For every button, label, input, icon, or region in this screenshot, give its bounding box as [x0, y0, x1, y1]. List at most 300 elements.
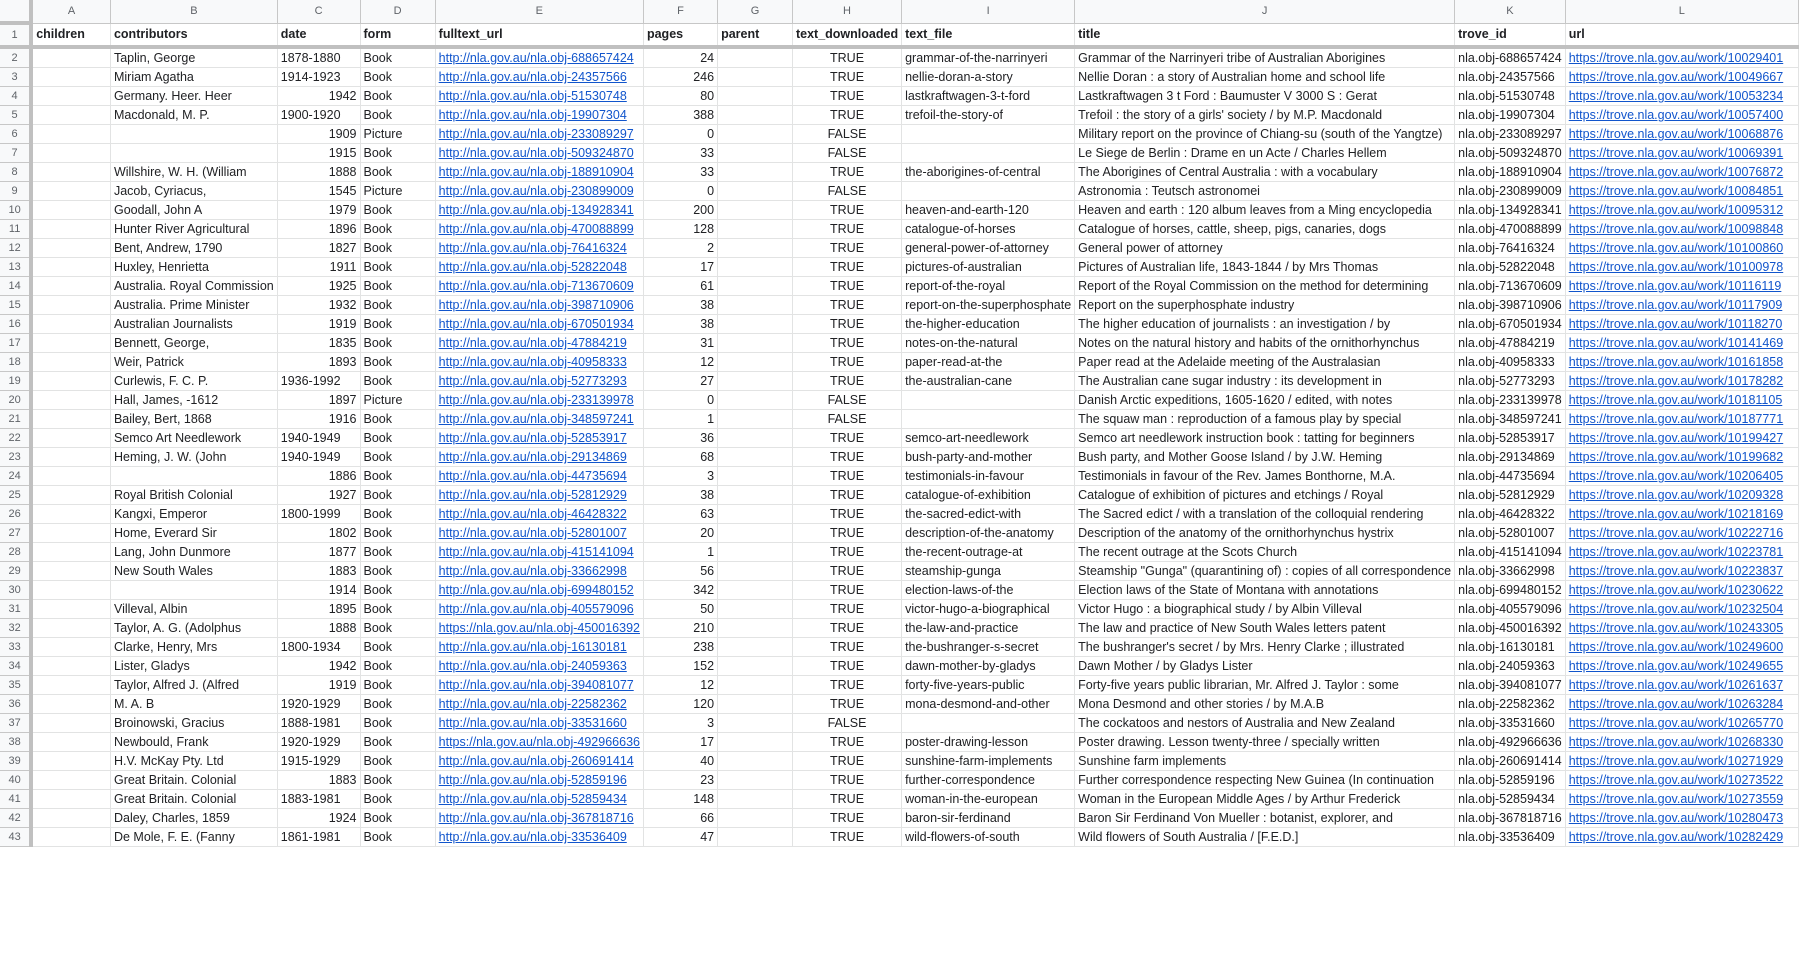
- cell-link[interactable]: http://nla.gov.au/nla.obj-713670609: [435, 277, 643, 296]
- cell[interactable]: TRUE: [792, 828, 901, 847]
- row-header[interactable]: 28: [0, 543, 31, 562]
- cell-link[interactable]: http://nla.gov.au/nla.obj-76416324: [435, 239, 643, 258]
- cell[interactable]: [718, 752, 793, 771]
- cell[interactable]: 1911: [277, 258, 360, 277]
- cell[interactable]: 38: [643, 315, 717, 334]
- cell[interactable]: Heaven and earth : 120 album leaves from a Ming encyclopedia: [1075, 201, 1455, 220]
- cell[interactable]: TRUE: [792, 657, 901, 676]
- cell-link[interactable]: https://trove.nla.gov.au/work/10199427: [1565, 429, 1798, 448]
- cell[interactable]: Book: [360, 524, 435, 543]
- cell[interactable]: nla.obj-52853917: [1455, 429, 1566, 448]
- cell[interactable]: TRUE: [792, 448, 901, 467]
- cell[interactable]: Danish Arctic expeditions, 1605-1620 / edited, with notes: [1075, 391, 1455, 410]
- cell[interactable]: Curlewis, F. C. P.: [110, 372, 277, 391]
- cell[interactable]: nla.obj-19907304: [1455, 106, 1566, 125]
- cell[interactable]: nla.obj-52822048: [1455, 258, 1566, 277]
- cell[interactable]: nla.obj-367818716: [1455, 809, 1566, 828]
- cell-link[interactable]: https://trove.nla.gov.au/work/10206405: [1565, 467, 1798, 486]
- cell[interactable]: [31, 277, 110, 296]
- cell[interactable]: FALSE: [792, 391, 901, 410]
- cell[interactable]: TRUE: [792, 220, 901, 239]
- cell[interactable]: Book: [360, 600, 435, 619]
- cell[interactable]: Bennett, George,: [110, 334, 277, 353]
- cell[interactable]: Book: [360, 201, 435, 220]
- cell[interactable]: 50: [643, 600, 717, 619]
- cell[interactable]: H.V. McKay Pty. Ltd: [110, 752, 277, 771]
- row-header[interactable]: 43: [0, 828, 31, 847]
- cell[interactable]: [31, 543, 110, 562]
- cell[interactable]: 17: [643, 258, 717, 277]
- cell-link[interactable]: https://trove.nla.gov.au/work/10116119: [1565, 277, 1798, 296]
- column-header-g[interactable]: G: [718, 0, 793, 23]
- row-header[interactable]: 20: [0, 391, 31, 410]
- cell[interactable]: Macdonald, M. P.: [110, 106, 277, 125]
- row-header[interactable]: 8: [0, 163, 31, 182]
- cell[interactable]: [718, 258, 793, 277]
- cell[interactable]: [718, 315, 793, 334]
- cell[interactable]: report-on-the-superphosphate: [902, 296, 1075, 315]
- column-header-a[interactable]: A: [31, 0, 110, 23]
- cell[interactable]: the-law-and-practice: [902, 619, 1075, 638]
- cell-link[interactable]: http://nla.gov.au/nla.obj-51530748: [435, 87, 643, 106]
- cell-link[interactable]: http://nla.gov.au/nla.obj-188910904: [435, 163, 643, 182]
- cell[interactable]: Book: [360, 334, 435, 353]
- row-header[interactable]: 15: [0, 296, 31, 315]
- cell[interactable]: 61: [643, 277, 717, 296]
- cell[interactable]: Miriam Agatha: [110, 68, 277, 87]
- cell[interactable]: TRUE: [792, 258, 901, 277]
- cell[interactable]: 1893: [277, 353, 360, 372]
- cell[interactable]: [31, 125, 110, 144]
- cell[interactable]: 1915-1929: [277, 752, 360, 771]
- row-header[interactable]: 10: [0, 201, 31, 220]
- cell[interactable]: 23: [643, 771, 717, 790]
- cell-link[interactable]: https://trove.nla.gov.au/work/10029401: [1565, 47, 1798, 68]
- cell[interactable]: The recent outrage at the Scots Church: [1075, 543, 1455, 562]
- row-header[interactable]: 12: [0, 239, 31, 258]
- cell[interactable]: Trefoil : the story of a girls' society / by M.P. Macdonald: [1075, 106, 1455, 125]
- cell[interactable]: Grammar of the Narrinyeri tribe of Australian Aborigines: [1075, 47, 1455, 68]
- cell[interactable]: Forty-five years public librarian, Mr. Alfred J. Taylor : some: [1075, 676, 1455, 695]
- cell[interactable]: [31, 505, 110, 524]
- cell[interactable]: the-sacred-edict-with: [902, 505, 1075, 524]
- cell[interactable]: TRUE: [792, 201, 901, 220]
- cell-link[interactable]: http://nla.gov.au/nla.obj-33536409: [435, 828, 643, 847]
- cell-link[interactable]: http://nla.gov.au/nla.obj-19907304: [435, 106, 643, 125]
- cell[interactable]: [718, 410, 793, 429]
- cell[interactable]: 1924: [277, 809, 360, 828]
- cell[interactable]: 1932: [277, 296, 360, 315]
- cell[interactable]: Book: [360, 676, 435, 695]
- cell-link[interactable]: http://nla.gov.au/nla.obj-367818716: [435, 809, 643, 828]
- cell-link[interactable]: http://nla.gov.au/nla.obj-509324870: [435, 144, 643, 163]
- cell[interactable]: [718, 353, 793, 372]
- cell[interactable]: 1942: [277, 87, 360, 106]
- cell[interactable]: [31, 144, 110, 163]
- cell[interactable]: Book: [360, 315, 435, 334]
- cell-link[interactable]: https://trove.nla.gov.au/work/10230622: [1565, 581, 1798, 600]
- cell[interactable]: [31, 296, 110, 315]
- cell[interactable]: nla.obj-492966636: [1455, 733, 1566, 752]
- cell[interactable]: Daley, Charles, 1859: [110, 809, 277, 828]
- cell[interactable]: nla.obj-415141094: [1455, 543, 1566, 562]
- cell[interactable]: [718, 277, 793, 296]
- cell[interactable]: [31, 771, 110, 790]
- cell-link[interactable]: http://nla.gov.au/nla.obj-47884219: [435, 334, 643, 353]
- cell[interactable]: [31, 68, 110, 87]
- cell[interactable]: Catalogue of horses, cattle, sheep, pigs, canaries, dogs: [1075, 220, 1455, 239]
- cell[interactable]: [31, 334, 110, 353]
- cell-link[interactable]: http://nla.gov.au/nla.obj-398710906: [435, 296, 643, 315]
- cell-link[interactable]: http://nla.gov.au/nla.obj-16130181: [435, 638, 643, 657]
- cell[interactable]: [110, 144, 277, 163]
- cell[interactable]: 210: [643, 619, 717, 638]
- row-header[interactable]: 18: [0, 353, 31, 372]
- cell[interactable]: TRUE: [792, 68, 901, 87]
- cell[interactable]: TRUE: [792, 733, 901, 752]
- cell-link[interactable]: https://trove.nla.gov.au/work/10280473: [1565, 809, 1798, 828]
- cell[interactable]: Book: [360, 467, 435, 486]
- cell[interactable]: [31, 163, 110, 182]
- cell[interactable]: [31, 562, 110, 581]
- cell[interactable]: [31, 752, 110, 771]
- cell[interactable]: Picture: [360, 182, 435, 201]
- cell[interactable]: wild-flowers-of-south: [902, 828, 1075, 847]
- cell-link[interactable]: http://nla.gov.au/nla.obj-688657424: [435, 47, 643, 68]
- cell[interactable]: The bushranger's secret / by Mrs. Henry Clarke ; illustrated: [1075, 638, 1455, 657]
- cell[interactable]: steamship-gunga: [902, 562, 1075, 581]
- cell-link[interactable]: http://nla.gov.au/nla.obj-230899009: [435, 182, 643, 201]
- cell[interactable]: 1896: [277, 220, 360, 239]
- cell[interactable]: nla.obj-260691414: [1455, 752, 1566, 771]
- cell[interactable]: paper-read-at-the: [902, 353, 1075, 372]
- cell[interactable]: [31, 87, 110, 106]
- cell[interactable]: TRUE: [792, 277, 901, 296]
- cell[interactable]: Royal British Colonial: [110, 486, 277, 505]
- cell[interactable]: [718, 125, 793, 144]
- cell[interactable]: the-aborigines-of-central: [902, 163, 1075, 182]
- cell[interactable]: Book: [360, 752, 435, 771]
- cell-link[interactable]: https://trove.nla.gov.au/work/10271929: [1565, 752, 1798, 771]
- cell-link[interactable]: https://trove.nla.gov.au/work/10117909: [1565, 296, 1798, 315]
- cell[interactable]: TRUE: [792, 505, 901, 524]
- cell[interactable]: Heming, J. W. (John: [110, 448, 277, 467]
- cell-link[interactable]: http://nla.gov.au/nla.obj-233139978: [435, 391, 643, 410]
- cell[interactable]: 24: [643, 47, 717, 68]
- cell[interactable]: 38: [643, 296, 717, 315]
- cell-link[interactable]: http://nla.gov.au/nla.obj-134928341: [435, 201, 643, 220]
- cell-link[interactable]: https://trove.nla.gov.au/work/10187771: [1565, 410, 1798, 429]
- cell[interactable]: [31, 372, 110, 391]
- cell[interactable]: Book: [360, 372, 435, 391]
- cell[interactable]: TRUE: [792, 600, 901, 619]
- cell-link[interactable]: https://trove.nla.gov.au/work/10243305: [1565, 619, 1798, 638]
- cell-link[interactable]: https://trove.nla.gov.au/work/10268330: [1565, 733, 1798, 752]
- cell[interactable]: [718, 486, 793, 505]
- cell[interactable]: [31, 486, 110, 505]
- cell[interactable]: Book: [360, 638, 435, 657]
- cell[interactable]: [718, 391, 793, 410]
- cell[interactable]: poster-drawing-lesson: [902, 733, 1075, 752]
- row-header[interactable]: 40: [0, 771, 31, 790]
- cell[interactable]: nla.obj-470088899: [1455, 220, 1566, 239]
- cell[interactable]: 12: [643, 676, 717, 695]
- cell[interactable]: The higher education of journalists : an investigation / by: [1075, 315, 1455, 334]
- cell[interactable]: nla.obj-44735694: [1455, 467, 1566, 486]
- cell[interactable]: Book: [360, 144, 435, 163]
- row-header[interactable]: 25: [0, 486, 31, 505]
- cell[interactable]: nla.obj-24059363: [1455, 657, 1566, 676]
- header-cell-url[interactable]: url: [1565, 23, 1798, 47]
- cell[interactable]: 1877: [277, 543, 360, 562]
- cell-link[interactable]: http://nla.gov.au/nla.obj-233089297: [435, 125, 643, 144]
- cell-link[interactable]: http://nla.gov.au/nla.obj-22582362: [435, 695, 643, 714]
- cell[interactable]: Victor Hugo : a biographical study / by Albin Villeval: [1075, 600, 1455, 619]
- cell[interactable]: FALSE: [792, 125, 901, 144]
- cell[interactable]: nellie-doran-a-story: [902, 68, 1075, 87]
- cell[interactable]: 1942: [277, 657, 360, 676]
- row-header[interactable]: 14: [0, 277, 31, 296]
- cell[interactable]: 1895: [277, 600, 360, 619]
- row-header[interactable]: 23: [0, 448, 31, 467]
- cell-link[interactable]: https://trove.nla.gov.au/work/10232504: [1565, 600, 1798, 619]
- cell-link[interactable]: http://nla.gov.au/nla.obj-405579096: [435, 600, 643, 619]
- cell[interactable]: New South Wales: [110, 562, 277, 581]
- cell[interactable]: Book: [360, 106, 435, 125]
- cell-link[interactable]: https://trove.nla.gov.au/work/10084851: [1565, 182, 1798, 201]
- cell[interactable]: 17: [643, 733, 717, 752]
- cell[interactable]: [31, 429, 110, 448]
- cell[interactable]: Book: [360, 220, 435, 239]
- row-header[interactable]: 24: [0, 467, 31, 486]
- cell[interactable]: nla.obj-76416324: [1455, 239, 1566, 258]
- cell[interactable]: nla.obj-33536409: [1455, 828, 1566, 847]
- cell[interactable]: TRUE: [792, 106, 901, 125]
- cell[interactable]: 1940-1949: [277, 448, 360, 467]
- cell[interactable]: 1883-1981: [277, 790, 360, 809]
- cell-link[interactable]: https://trove.nla.gov.au/work/10049667: [1565, 68, 1798, 87]
- cell[interactable]: nla.obj-450016392: [1455, 619, 1566, 638]
- cell[interactable]: the-higher-education: [902, 315, 1075, 334]
- cell[interactable]: 31: [643, 334, 717, 353]
- cell[interactable]: [31, 790, 110, 809]
- cell-link[interactable]: http://nla.gov.au/nla.obj-415141094: [435, 543, 643, 562]
- cell[interactable]: 1920-1929: [277, 733, 360, 752]
- cell[interactable]: Book: [360, 410, 435, 429]
- cell[interactable]: Catalogue of exhibition of pictures and etchings / Royal: [1075, 486, 1455, 505]
- cell[interactable]: 40: [643, 752, 717, 771]
- cell[interactable]: Taylor, Alfred J. (Alfred: [110, 676, 277, 695]
- cell[interactable]: 1888: [277, 163, 360, 182]
- cell[interactable]: 1827: [277, 239, 360, 258]
- cell[interactable]: 1: [643, 410, 717, 429]
- cell[interactable]: Book: [360, 581, 435, 600]
- cell[interactable]: 1919: [277, 315, 360, 334]
- cell[interactable]: [31, 524, 110, 543]
- row-header[interactable]: 29: [0, 562, 31, 581]
- cell[interactable]: [718, 220, 793, 239]
- cell[interactable]: nla.obj-233139978: [1455, 391, 1566, 410]
- cell-link[interactable]: https://trove.nla.gov.au/work/10199682: [1565, 448, 1798, 467]
- cell[interactable]: Pictures of Australian life, 1843-1844 / by Mrs Thomas: [1075, 258, 1455, 277]
- cell[interactable]: 1883: [277, 771, 360, 790]
- row-header[interactable]: 41: [0, 790, 31, 809]
- cell[interactable]: [902, 410, 1075, 429]
- cell-link[interactable]: https://trove.nla.gov.au/work/10263284: [1565, 695, 1798, 714]
- cell[interactable]: [718, 790, 793, 809]
- cell[interactable]: Clarke, Henry, Mrs: [110, 638, 277, 657]
- column-header-b[interactable]: B: [110, 0, 277, 23]
- row-header[interactable]: 32: [0, 619, 31, 638]
- cell[interactable]: 56: [643, 562, 717, 581]
- cell[interactable]: TRUE: [792, 790, 901, 809]
- cell[interactable]: TRUE: [792, 676, 901, 695]
- cell[interactable]: [902, 144, 1075, 163]
- row-header[interactable]: 36: [0, 695, 31, 714]
- row-header[interactable]: 30: [0, 581, 31, 600]
- cell[interactable]: Picture: [360, 391, 435, 410]
- cell[interactable]: [31, 201, 110, 220]
- cell-link[interactable]: http://nla.gov.au/nla.obj-24059363: [435, 657, 643, 676]
- cell[interactable]: [902, 391, 1075, 410]
- cell-link[interactable]: https://trove.nla.gov.au/work/10249600: [1565, 638, 1798, 657]
- cell[interactable]: sunshine-farm-implements: [902, 752, 1075, 771]
- cell[interactable]: Book: [360, 87, 435, 106]
- cell[interactable]: forty-five-years-public: [902, 676, 1075, 695]
- cell[interactable]: the-australian-cane: [902, 372, 1075, 391]
- cell[interactable]: FALSE: [792, 182, 901, 201]
- cell[interactable]: 0: [643, 182, 717, 201]
- cell[interactable]: [718, 334, 793, 353]
- cell[interactable]: 0: [643, 125, 717, 144]
- cell[interactable]: De Mole, F. E. (Fanny: [110, 828, 277, 847]
- cell[interactable]: 1914: [277, 581, 360, 600]
- row-header[interactable]: 5: [0, 106, 31, 125]
- cell[interactable]: M. A. B: [110, 695, 277, 714]
- row-header[interactable]: 37: [0, 714, 31, 733]
- cell[interactable]: TRUE: [792, 429, 901, 448]
- cell[interactable]: nla.obj-29134869: [1455, 448, 1566, 467]
- cell[interactable]: Book: [360, 695, 435, 714]
- cell-link[interactable]: https://trove.nla.gov.au/work/10181105: [1565, 391, 1798, 410]
- cell[interactable]: Australian Journalists: [110, 315, 277, 334]
- cell[interactable]: TRUE: [792, 543, 901, 562]
- cell[interactable]: Book: [360, 505, 435, 524]
- cell[interactable]: 2: [643, 239, 717, 258]
- cell[interactable]: 36: [643, 429, 717, 448]
- cell[interactable]: nla.obj-52812929: [1455, 486, 1566, 505]
- cell[interactable]: Great Britain. Colonial: [110, 771, 277, 790]
- cell[interactable]: [718, 771, 793, 790]
- cell[interactable]: 1916: [277, 410, 360, 429]
- cell[interactable]: The cockatoos and nestors of Australia and New Zealand: [1075, 714, 1455, 733]
- cell[interactable]: 1802: [277, 524, 360, 543]
- cell[interactable]: Taylor, A. G. (Adolphus: [110, 619, 277, 638]
- cell-link[interactable]: http://nla.gov.au/nla.obj-40958333: [435, 353, 643, 372]
- cell-link[interactable]: https://trove.nla.gov.au/work/10069391: [1565, 144, 1798, 163]
- cell-link[interactable]: https://trove.nla.gov.au/work/10265770: [1565, 714, 1798, 733]
- cell[interactable]: Newbould, Frank: [110, 733, 277, 752]
- header-cell-text-downloaded[interactable]: text_downloaded: [792, 23, 901, 47]
- cell[interactable]: Weir, Patrick: [110, 353, 277, 372]
- cell[interactable]: [110, 125, 277, 144]
- cell[interactable]: [718, 581, 793, 600]
- cell[interactable]: 33: [643, 144, 717, 163]
- cell[interactable]: Report on the superphosphate industry: [1075, 296, 1455, 315]
- cell[interactable]: Picture: [360, 125, 435, 144]
- column-header-f[interactable]: F: [643, 0, 717, 23]
- cell-link[interactable]: https://trove.nla.gov.au/work/10222716: [1565, 524, 1798, 543]
- cell[interactable]: nla.obj-348597241: [1455, 410, 1566, 429]
- cell[interactable]: Book: [360, 429, 435, 448]
- header-cell-form[interactable]: form: [360, 23, 435, 47]
- cell[interactable]: Australia. Prime Minister: [110, 296, 277, 315]
- cell[interactable]: Lister, Gladys: [110, 657, 277, 676]
- cell[interactable]: Willshire, W. H. (William: [110, 163, 277, 182]
- cell-link[interactable]: http://nla.gov.au/nla.obj-52812929: [435, 486, 643, 505]
- cell[interactable]: 120: [643, 695, 717, 714]
- cell[interactable]: [31, 410, 110, 429]
- row-header[interactable]: 11: [0, 220, 31, 239]
- cell[interactable]: TRUE: [792, 638, 901, 657]
- cell[interactable]: nla.obj-670501934: [1455, 315, 1566, 334]
- cell[interactable]: Book: [360, 619, 435, 638]
- cell[interactable]: [110, 581, 277, 600]
- cell-link[interactable]: https://trove.nla.gov.au/work/10261637: [1565, 676, 1798, 695]
- cell[interactable]: 80: [643, 87, 717, 106]
- cell[interactable]: description-of-the-anatomy: [902, 524, 1075, 543]
- cell[interactable]: 38: [643, 486, 717, 505]
- header-cell-fulltext-url[interactable]: fulltext_url: [435, 23, 643, 47]
- cell[interactable]: [31, 657, 110, 676]
- cell[interactable]: TRUE: [792, 524, 901, 543]
- cell[interactable]: 1914-1923: [277, 68, 360, 87]
- cell[interactable]: nla.obj-47884219: [1455, 334, 1566, 353]
- cell[interactable]: general-power-of-attorney: [902, 239, 1075, 258]
- cell[interactable]: 1835: [277, 334, 360, 353]
- cell[interactable]: 20: [643, 524, 717, 543]
- cell[interactable]: Semco Art Needlework: [110, 429, 277, 448]
- cell[interactable]: nla.obj-22582362: [1455, 695, 1566, 714]
- cell[interactable]: Book: [360, 258, 435, 277]
- cell[interactable]: report-of-the-royal: [902, 277, 1075, 296]
- cell[interactable]: [718, 182, 793, 201]
- cell-link[interactable]: http://nla.gov.au/nla.obj-29134869: [435, 448, 643, 467]
- cell-link[interactable]: https://trove.nla.gov.au/work/10273559: [1565, 790, 1798, 809]
- cell[interactable]: nla.obj-46428322: [1455, 505, 1566, 524]
- row-header[interactable]: 22: [0, 429, 31, 448]
- cell[interactable]: [718, 467, 793, 486]
- cell[interactable]: [718, 106, 793, 125]
- cell-link[interactable]: http://nla.gov.au/nla.obj-44735694: [435, 467, 643, 486]
- cell[interactable]: Home, Everard Sir: [110, 524, 277, 543]
- cell[interactable]: 200: [643, 201, 717, 220]
- cell-link[interactable]: http://nla.gov.au/nla.obj-52859196: [435, 771, 643, 790]
- cell[interactable]: [718, 163, 793, 182]
- cell[interactable]: 12: [643, 353, 717, 372]
- cell[interactable]: nla.obj-230899009: [1455, 182, 1566, 201]
- cell[interactable]: [31, 106, 110, 125]
- cell-link[interactable]: https://trove.nla.gov.au/work/10223837: [1565, 562, 1798, 581]
- cell[interactable]: [718, 562, 793, 581]
- cell[interactable]: Book: [360, 714, 435, 733]
- cell[interactable]: Book: [360, 163, 435, 182]
- cell[interactable]: [902, 182, 1075, 201]
- cell[interactable]: TRUE: [792, 87, 901, 106]
- cell[interactable]: Book: [360, 277, 435, 296]
- cell[interactable]: [718, 448, 793, 467]
- row-header[interactable]: 7: [0, 144, 31, 163]
